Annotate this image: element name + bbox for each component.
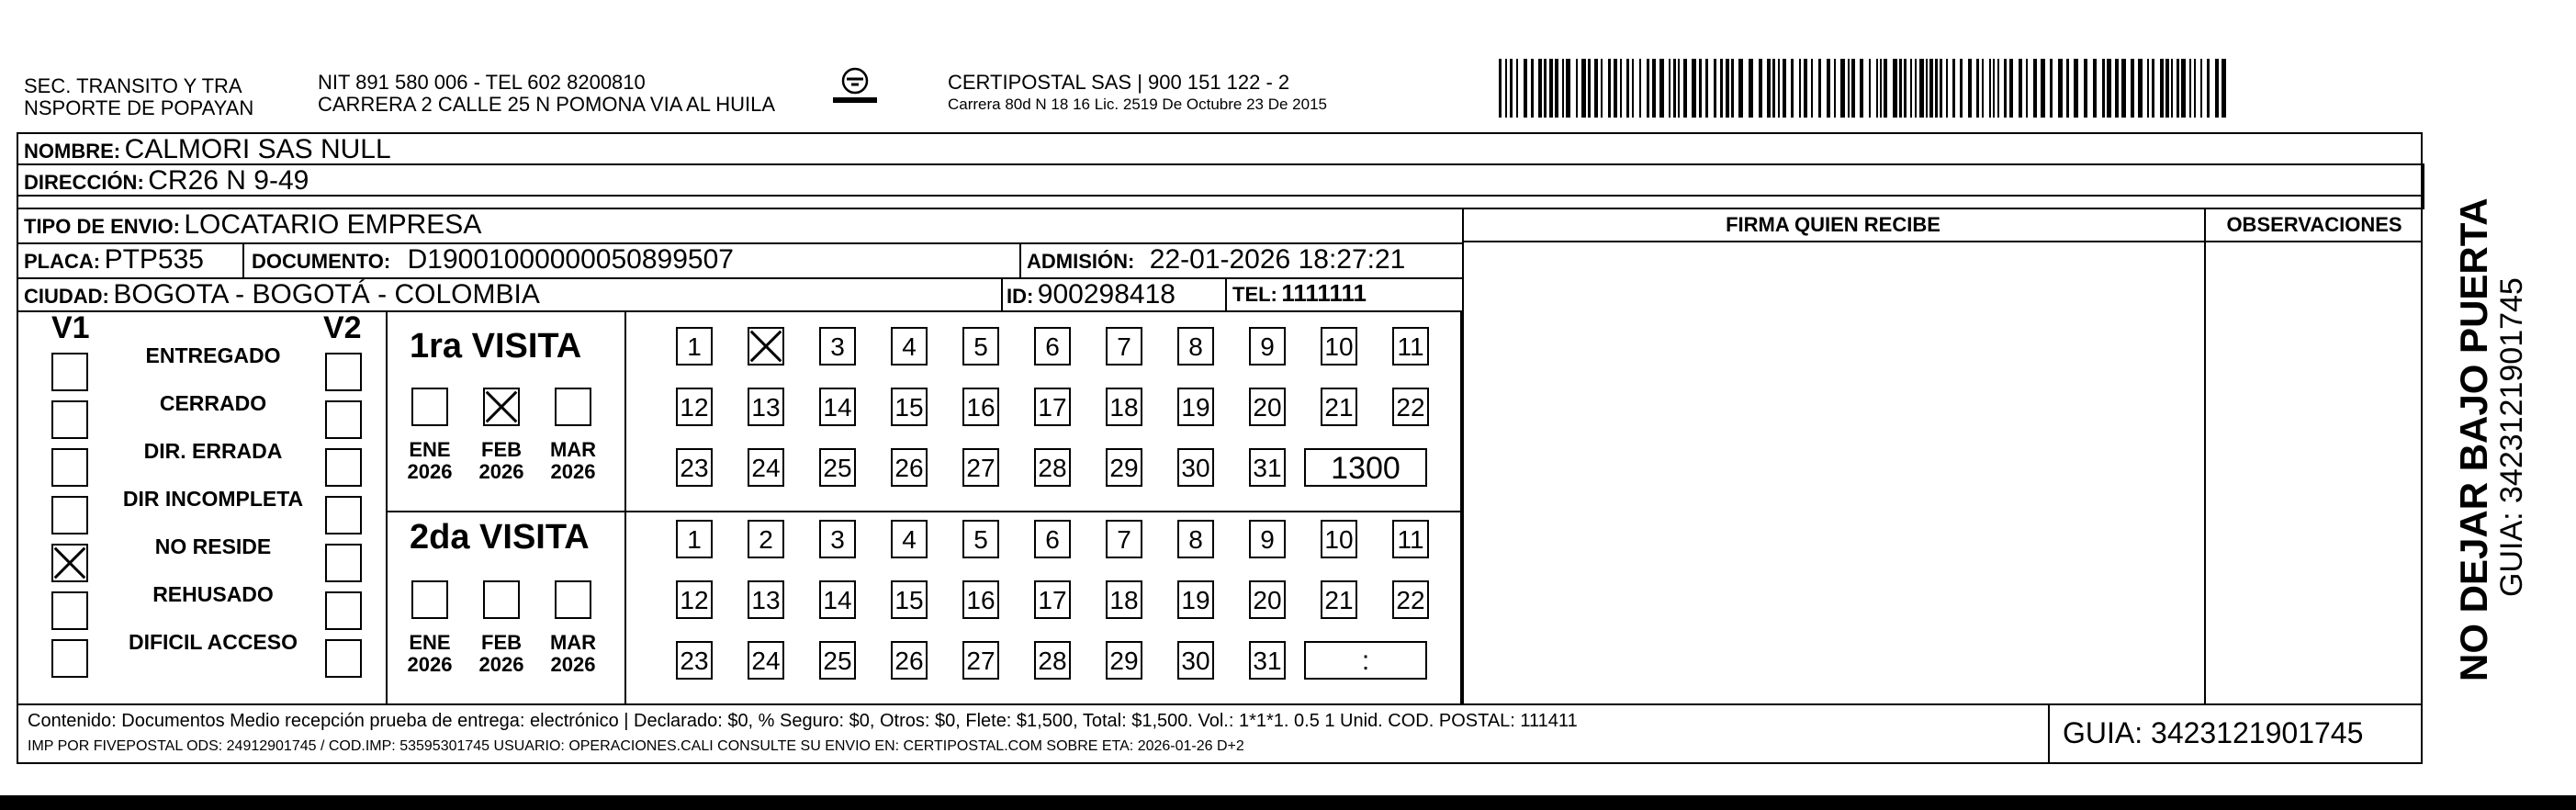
second-visit-month-ene[interactable]	[411, 580, 448, 619]
v1-label: V1	[51, 310, 90, 345]
barcode-bar	[1632, 59, 1634, 118]
first-visit-day-17[interactable]: 17	[1034, 388, 1071, 426]
cell-divider	[1225, 277, 1227, 310]
second-visit-day-31[interactable]: 31	[1249, 641, 1286, 680]
tipo-label: TIPO DE ENVIO:	[24, 215, 180, 238]
v2-checkbox-dificil-acceso[interactable]	[325, 639, 362, 678]
barcode-bar	[2093, 59, 2097, 118]
v2-checkbox-no-reside[interactable]	[325, 544, 362, 582]
month-name: ENE	[409, 631, 451, 654]
barcode-bar	[2138, 59, 2143, 118]
visits-left-border	[386, 310, 388, 703]
footer-content: Contenido: Documentos Medio recepción prueba de entrega: electrónico | Declarado: $0, % Seguro: $0, Otros: $0, Flete: $1,500, Total: $1,500. Vol.: 1*1*1. 0.5 1 Unid. COD. POSTAL: 111411	[28, 711, 1578, 731]
barcode-bar	[2084, 59, 2087, 118]
first-visit-label: 1ra VISITA	[410, 327, 582, 366]
v2-label: V2	[323, 310, 362, 345]
barcode-bar	[1811, 59, 1813, 118]
barcode-bar	[1614, 59, 1617, 118]
barcode-bar	[1997, 59, 1999, 118]
barcode-bar	[1544, 59, 1547, 118]
barcode-bar	[1910, 59, 1912, 118]
first-visit-day-1[interactable]: 1	[676, 327, 713, 366]
barcode-bar	[1876, 59, 1878, 118]
barcode-bar	[1767, 59, 1771, 118]
v2-checkbox-dir-incompleta[interactable]	[325, 496, 362, 534]
barcode-bar	[2058, 59, 2063, 118]
barcode-bar	[2026, 59, 2028, 118]
first-visit-day-8[interactable]: 8	[1177, 327, 1214, 366]
barcode-bar	[1893, 59, 1897, 118]
barcode-bar	[1726, 59, 1729, 118]
first-visit-day-15[interactable]: 15	[891, 388, 928, 426]
barcode-bar	[2115, 59, 2119, 118]
second-visit-day-8[interactable]: 8	[1177, 520, 1214, 558]
cell-divider	[1019, 242, 1021, 277]
issuer-org-line2: NSPORTE DE POPAYAN	[24, 96, 254, 119]
barcode-bar	[1549, 59, 1553, 118]
barcode-bar	[2004, 59, 2007, 118]
barcode-bar	[1929, 59, 1933, 118]
barcode-bar	[1714, 59, 1716, 118]
second-visit-day-29[interactable]: 29	[1106, 641, 1142, 680]
barcode-bar	[1778, 59, 1780, 118]
barcode-bar	[2152, 59, 2154, 118]
second-visit-label: 2da VISITA	[410, 518, 590, 557]
first-visit-day-23[interactable]: 23	[676, 448, 713, 487]
barcode-bar	[1940, 59, 1942, 118]
direccion-value: CR26 N 9-49	[148, 165, 309, 196]
first-visit-month-mar[interactable]	[555, 388, 591, 426]
month-name: FEB	[481, 438, 522, 461]
barcode-bar	[1791, 59, 1794, 118]
first-visit-day-12[interactable]: 12	[676, 388, 713, 426]
barcode-bar	[1659, 59, 1664, 118]
barcode-bar	[2215, 59, 2219, 118]
row-divider	[17, 703, 2423, 705]
v1-checkbox-dir-errada[interactable]	[51, 448, 88, 487]
first-visit-day-18[interactable]: 18	[1106, 388, 1142, 426]
month-year: 2026	[478, 653, 524, 676]
v2-checkbox-cerrado[interactable]	[325, 400, 362, 439]
barcode-bar	[1705, 59, 1708, 118]
second-visit-time[interactable]: :	[1304, 641, 1427, 680]
barcode-bar	[1783, 59, 1786, 118]
tel-value: 1111111	[1281, 279, 1367, 307]
carrier-license: Carrera 80d N 18 16 Lic. 2519 De Octubre 23 De 2015	[948, 96, 1327, 113]
issuer-org-line1: SEC. TRANSITO Y TRA	[24, 74, 242, 97]
second-visit-day-15[interactable]: 15	[891, 580, 928, 619]
v1-checkbox-entregado[interactable]	[51, 353, 88, 391]
first-visit-time[interactable]: 1300	[1304, 448, 1427, 487]
barcode-bar	[1581, 59, 1586, 118]
barcode-bar	[1639, 59, 1641, 118]
barcode-bar	[1588, 59, 1591, 118]
barcode-bar	[2160, 59, 2164, 118]
barcode-bar	[1626, 59, 1629, 118]
month-label	[402, 632, 457, 676]
direccion-label: DIRECCIÓN:	[24, 171, 144, 194]
v1-checkbox-cerrado[interactable]	[51, 400, 88, 439]
barcode-bar	[1759, 59, 1762, 118]
barcode-bar	[2171, 59, 2173, 118]
id-value: 900298418	[1037, 279, 1176, 309]
first-visit-day-29[interactable]: 29	[1106, 448, 1142, 487]
barcode-bar	[2165, 59, 2169, 118]
second-visit-day-2[interactable]: 2	[748, 520, 784, 558]
first-visit-day-16[interactable]: 16	[962, 388, 999, 426]
observaciones-border	[2204, 208, 2206, 703]
second-visit-day-14[interactable]: 14	[819, 580, 856, 619]
second-visit-day-20[interactable]: 20	[1249, 580, 1286, 619]
v1-checkbox-dir-incompleta[interactable]	[51, 496, 88, 534]
ciudad-row	[24, 279, 540, 310]
side-warning: NO DEJAR BAJO PUERTA	[2452, 197, 2495, 681]
ciudad-label: CIUDAD:	[24, 285, 109, 308]
barcode-bar	[2066, 59, 2069, 118]
barcode-bar	[1749, 59, 1753, 118]
placa-label: PLACA:	[24, 250, 101, 273]
month-label	[474, 439, 529, 483]
documento-row	[252, 244, 734, 276]
v1-checkbox-rehusado[interactable]	[51, 591, 88, 630]
second-visit-day-21[interactable]: 21	[1321, 580, 1357, 619]
certipostal-logo	[831, 66, 879, 108]
visits-divider	[386, 511, 1460, 512]
documento-label: DOCUMENTO:	[252, 250, 391, 273]
second-visit-day-30[interactable]: 30	[1177, 641, 1214, 680]
barcode-bar	[1647, 59, 1649, 118]
barcode-bar	[1531, 59, 1534, 118]
observaciones-header: OBSERVACIONES	[2226, 213, 2402, 236]
firma-header: FIRMA QUIEN RECIBE	[1726, 213, 1940, 236]
month-name: MAR	[549, 438, 597, 461]
barcode-bar	[1899, 59, 1902, 118]
barcode-bar	[1505, 59, 1507, 118]
first-visit-day-20[interactable]: 20	[1249, 388, 1286, 426]
tipo-value: LOCATARIO EMPRESA	[184, 209, 482, 240]
second-visit-day-6[interactable]: 6	[1034, 520, 1071, 558]
month-name: MAR	[549, 631, 597, 654]
second-visit-day-23[interactable]: 23	[676, 641, 713, 680]
month-year: 2026	[478, 460, 524, 483]
barcode-bar	[1989, 59, 1991, 118]
second-visit-day-4[interactable]: 4	[891, 520, 928, 558]
cell-divider	[1001, 277, 1003, 310]
barcode-bar	[1678, 59, 1680, 118]
second-visit-month-feb[interactable]	[483, 580, 520, 619]
barcode-bar	[1524, 59, 1527, 118]
placa-value: PTP535	[104, 244, 204, 275]
barcode-bar	[1968, 59, 1972, 118]
month-label	[474, 632, 529, 676]
nombre-label: NOMBRE:	[24, 140, 121, 163]
first-visit-day-2[interactable]	[748, 327, 784, 366]
barcode-bar	[1848, 59, 1850, 118]
v1-checkbox-no-reside[interactable]	[51, 544, 88, 582]
admision-row	[1027, 244, 1405, 276]
tel-row	[1232, 279, 1367, 308]
side-guia: GUIA: 3423121901745	[2494, 277, 2529, 597]
carrier-info	[948, 72, 1327, 116]
issuer-nit: NIT 891 580 006 - TEL 602 8200810	[318, 71, 646, 94]
firma-left-border	[1462, 208, 1464, 703]
barcode-bar	[1652, 59, 1656, 118]
documento-value: D19001000000050899507	[407, 244, 734, 275]
barcode-bar	[2033, 59, 2037, 118]
bottom-bar	[0, 795, 2576, 810]
second-visit-day-27[interactable]: 27	[962, 641, 999, 680]
first-visit-day-6[interactable]: 6	[1034, 327, 1071, 366]
barcode-bar	[1738, 59, 1743, 118]
month-year: 2026	[550, 460, 596, 483]
barcode-bar	[1620, 59, 1622, 118]
v2-checkbox-dir-errada[interactable]	[325, 448, 362, 487]
barcode-bar	[1510, 59, 1513, 118]
first-visit-day-28[interactable]: 28	[1034, 448, 1071, 487]
barcode-bar	[1982, 59, 1984, 118]
placa-row	[24, 244, 204, 276]
barcode-bar	[1669, 59, 1670, 118]
admision-label: ADMISIÓN:	[1027, 250, 1135, 273]
second-visit-day-25[interactable]: 25	[819, 641, 856, 680]
barcode-bar	[2121, 59, 2126, 118]
barcode-bar	[1952, 59, 1955, 118]
first-visit-day-4[interactable]: 4	[891, 327, 928, 366]
second-visit-day-24[interactable]: 24	[748, 641, 784, 680]
status-label: DIR INCOMPLETA	[122, 487, 304, 511]
second-visit-day-13[interactable]: 13	[748, 580, 784, 619]
first-visit-month-ene[interactable]	[411, 388, 448, 426]
barcode-bar	[1851, 59, 1855, 118]
barcode-bar	[1699, 59, 1702, 118]
barcode-bar	[2019, 59, 2022, 118]
second-visit-day-11[interactable]: 11	[1392, 520, 1429, 558]
issuer-contact	[318, 72, 775, 116]
direccion-row	[24, 165, 309, 197]
first-visit-day-7[interactable]: 7	[1106, 327, 1142, 366]
barcode-bar	[1904, 59, 1907, 118]
status-label: CERRADO	[159, 391, 267, 415]
barcode-bar	[1919, 59, 1924, 118]
first-visit-day-21[interactable]: 21	[1321, 388, 1357, 426]
months-right-border	[624, 310, 626, 703]
barcode-bar	[1720, 59, 1723, 118]
barcode-bar	[2041, 59, 2045, 118]
barcode-bar	[2131, 59, 2134, 118]
firma-area	[1460, 312, 1462, 703]
barcode-bar	[2074, 59, 2078, 118]
second-visit-day-1[interactable]: 1	[676, 520, 713, 558]
status-label: ENTREGADO	[145, 343, 281, 367]
barcode-bar	[2107, 59, 2111, 118]
issuer-org	[24, 75, 253, 119]
id-label: ID:	[1007, 285, 1034, 308]
first-visit-day-9[interactable]: 9	[1249, 327, 1286, 366]
first-visit-month-feb[interactable]	[483, 388, 520, 426]
status-label: DIFICIL ACCESO	[128, 630, 298, 654]
issuer-address: CARRERA 2 CALLE 25 N POMONA VIA AL HUILA	[318, 93, 776, 116]
first-visit-day-31[interactable]: 31	[1249, 448, 1286, 487]
barcode-bar	[2177, 59, 2179, 118]
first-visit-day-19[interactable]: 19	[1177, 388, 1214, 426]
barcode-bar	[1834, 59, 1836, 118]
id-row	[1007, 279, 1176, 310]
barcode-bar	[1960, 59, 1963, 118]
nombre-row	[24, 134, 391, 165]
barcode-bar	[1731, 59, 1734, 118]
barcode-bar	[1562, 59, 1564, 118]
barcode-bar	[1926, 59, 1928, 118]
barcode-bar	[2102, 59, 2105, 118]
barcode-bar	[2189, 59, 2191, 118]
footer-guia: GUIA: 3423121901745	[2063, 716, 2364, 749]
tel-label: TEL:	[1232, 283, 1277, 306]
barcode-bar	[1673, 59, 1676, 118]
v1-checkbox-dificil-acceso[interactable]	[51, 639, 88, 678]
second-visit-day-9[interactable]: 9	[1249, 520, 1286, 558]
first-visit-day-26[interactable]: 26	[891, 448, 928, 487]
first-visit-day-30[interactable]: 30	[1177, 448, 1214, 487]
firma-header-line	[1462, 241, 2423, 242]
barcode-bar	[1946, 59, 1948, 118]
v2-checkbox-rehusado[interactable]	[325, 591, 362, 630]
frame-edge	[2423, 163, 2424, 209]
barcode-bar	[1869, 59, 1871, 118]
barcode-bar	[2009, 59, 2013, 118]
month-year: 2026	[407, 460, 453, 483]
barcode-bar	[1538, 59, 1542, 118]
nombre-value: CALMORI SAS NULL	[124, 134, 391, 164]
second-visit-day-7[interactable]: 7	[1106, 520, 1142, 558]
month-label	[402, 439, 457, 483]
barcode-bar	[1827, 59, 1830, 118]
barcode-bar	[2222, 59, 2226, 118]
barcode-bar	[1566, 59, 1570, 118]
second-visit-day-10[interactable]: 10	[1321, 520, 1357, 558]
barcode-bar	[1683, 59, 1687, 118]
barcode-bar	[1594, 59, 1598, 118]
barcode-bar	[1993, 59, 1995, 118]
barcode-bar	[2194, 59, 2196, 118]
month-year: 2026	[407, 653, 453, 676]
first-visit-day-13[interactable]: 13	[748, 388, 784, 426]
second-visit-day-12[interactable]: 12	[676, 580, 713, 619]
second-visit-month-mar[interactable]	[555, 580, 591, 619]
barcode-bar	[1976, 59, 1979, 118]
cell-divider	[242, 242, 244, 277]
month-year: 2026	[550, 653, 596, 676]
barcode-bar	[1880, 59, 1882, 118]
status-label: REHUSADO	[152, 582, 274, 606]
barcode-bar	[1516, 59, 1518, 118]
first-visit-day-27[interactable]: 27	[962, 448, 999, 487]
second-visit-day-26[interactable]: 26	[891, 641, 928, 680]
barcode-bar	[1860, 59, 1863, 118]
status-label: DIR. ERRADA	[143, 439, 283, 463]
barcode-bar	[1818, 59, 1821, 118]
second-visit-day-22[interactable]: 22	[1392, 580, 1429, 619]
barcode-bar	[2181, 59, 2186, 118]
barcode-bar	[1576, 59, 1578, 118]
second-visit-day-18[interactable]: 18	[1106, 580, 1142, 619]
status-label: NO RESIDE	[154, 534, 272, 558]
tipo-row	[24, 209, 481, 241]
month-name: FEB	[481, 631, 522, 654]
barcode-bar	[2147, 59, 2149, 118]
barcode-bar	[2050, 59, 2053, 118]
second-visit-day-17[interactable]: 17	[1034, 580, 1071, 619]
barcode-bar	[2207, 59, 2210, 118]
barcode-bar	[1601, 59, 1603, 118]
barcode-bar	[1935, 59, 1938, 118]
first-visit-day-5[interactable]: 5	[962, 327, 999, 366]
barcode-bar	[1555, 59, 1558, 118]
carrier-name: CERTIPOSTAL SAS | 900 151 122 - 2	[948, 71, 1290, 94]
first-visit-day-11[interactable]: 11	[1392, 327, 1429, 366]
second-visit-day-3[interactable]: 3	[819, 520, 856, 558]
month-label	[546, 632, 601, 676]
ciudad-value: BOGOTA - BOGOTÁ - COLOMBIA	[113, 279, 540, 309]
barcode-bar	[1772, 59, 1775, 118]
second-visit-day-16[interactable]: 16	[962, 580, 999, 619]
barcode-bar	[1804, 59, 1807, 118]
barcode-bar	[2200, 59, 2202, 118]
second-visit-day-19[interactable]: 19	[1177, 580, 1214, 619]
barcode-bar	[1915, 59, 1917, 118]
footer-divider	[2048, 703, 2050, 764]
row-divider	[17, 310, 1462, 312]
barcode-bar	[1499, 59, 1502, 118]
footer-imp: IMP POR FIVEPOSTAL ODS: 24912901745 / COD.IMP: 53595301745 USUARIO: OPERACIONES.CALI CONSULTE SU ENVIO EN: CERTIPOSTAL.COM SOBRE ETA: 2026-01-26 D+2	[28, 738, 1244, 754]
admision-value: 22-01-2026 18:27:21	[1149, 244, 1406, 275]
first-visit-day-14[interactable]: 14	[819, 388, 856, 426]
barcode-bar	[1840, 59, 1845, 118]
barcode-bar	[1608, 59, 1611, 118]
barcode	[1499, 59, 2233, 118]
month-name: ENE	[409, 438, 451, 461]
first-visit-day-10[interactable]: 10	[1321, 327, 1357, 366]
first-visit-day-3[interactable]: 3	[819, 327, 856, 366]
barcode-bar	[1799, 59, 1801, 118]
row-divider	[17, 195, 2423, 197]
barcode-bar	[1692, 59, 1696, 118]
second-visit-day-28[interactable]: 28	[1034, 641, 1071, 680]
first-visit-day-22[interactable]: 22	[1392, 388, 1429, 426]
first-visit-day-24[interactable]: 24	[748, 448, 784, 487]
first-visit-day-25[interactable]: 25	[819, 448, 856, 487]
second-visit-day-5[interactable]: 5	[962, 520, 999, 558]
month-label	[546, 439, 601, 483]
barcode-bar	[1884, 59, 1887, 118]
v2-checkbox-entregado[interactable]	[325, 353, 362, 391]
